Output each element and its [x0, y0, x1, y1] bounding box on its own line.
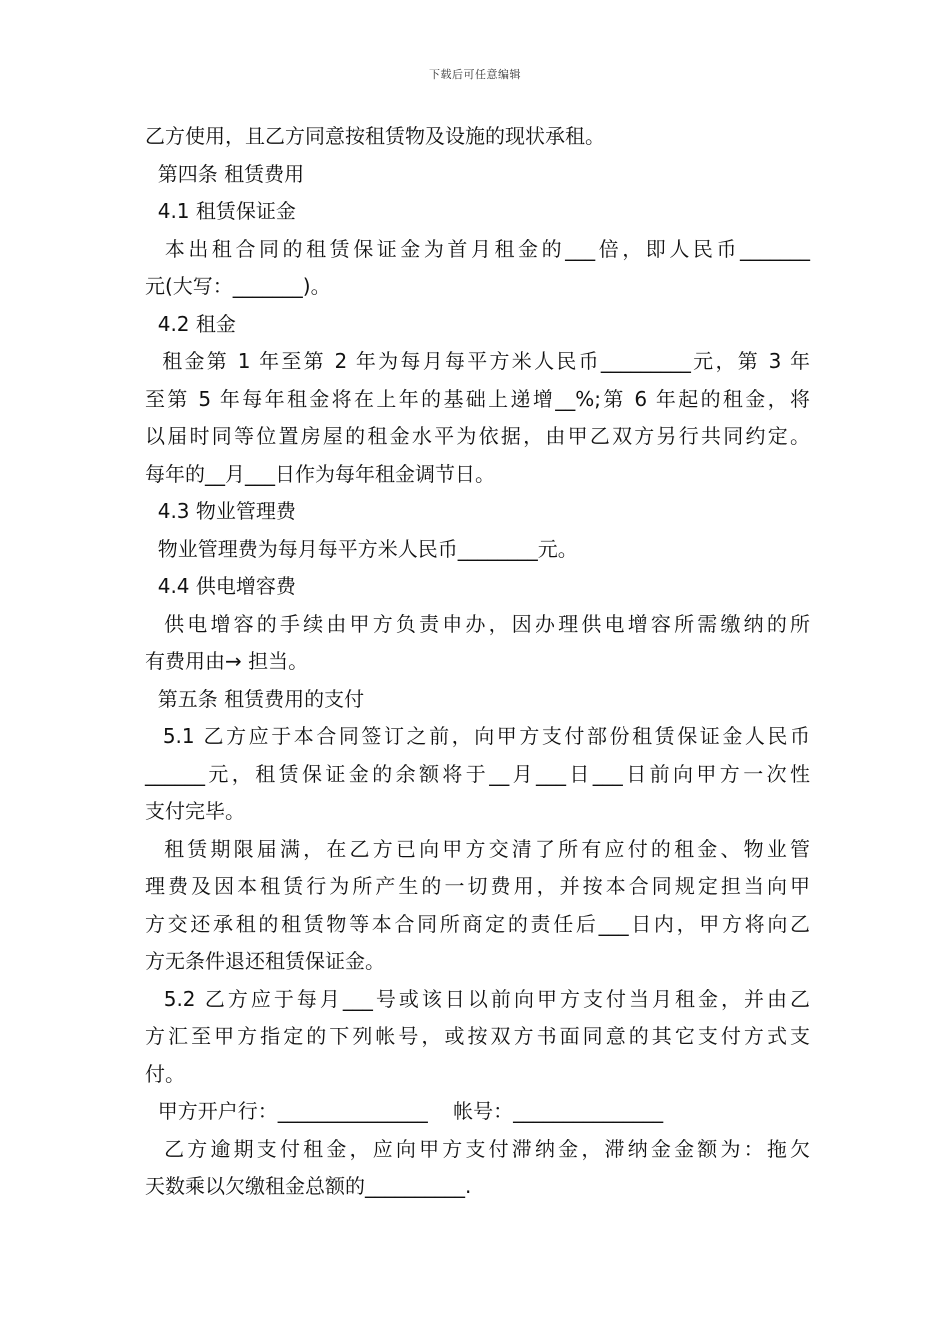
paragraph-line: 乙方使用，且乙方同意按租赁物及设施的现状承租。 [145, 124, 605, 148]
paragraph-line: 5.1 乙方应于本合同签订之前，向甲方支付部份租赁保证金人民币 [145, 724, 810, 748]
paragraph-line: 供电增容的手续由甲方负责申办，因办理供电增容所需缴纳的所 [145, 611, 810, 636]
paragraph-line: 方汇至甲方指定的下列帐号，或按双方书面同意的其它支付方式支 [145, 1024, 810, 1048]
paragraph-line: 至第 5 年每年租金将在上年的基础上递增__%;第 6 年起的租金，将 [145, 386, 810, 411]
document-body [145, 118, 810, 1206]
paragraph-line: 方交还承租的租赁物等本合同所商定的责任后___日内，甲方将向乙 [145, 911, 810, 936]
paragraph-line: 理费及因本租赁行为所产生的一切费用，并按本合同规定担当向甲 [145, 874, 810, 898]
subsection-heading: 4.4 供电增容费 [145, 574, 296, 598]
subsection-heading: 4.2 租金 [145, 311, 236, 336]
paragraph-line: 甲方开户行：_______________ 帐号：_______________ [145, 1099, 664, 1123]
subsection-heading: 4.1 租赁保证金 [145, 199, 296, 223]
paragraph-line: 本出租合同的租赁保证金为首月租金的___倍，即人民币_______ [145, 236, 810, 261]
section-heading: 第四条 租赁费用 [145, 161, 305, 186]
paragraph-line: 元(大写：_______)。 [145, 274, 331, 298]
section-heading: 第五条 租赁费用的支付 [145, 686, 365, 711]
page-header: 下载后可任意编辑 [429, 68, 521, 81]
paragraph-line: 方无条件退还租赁保证金。 [145, 949, 385, 973]
paragraph-line: 租赁期限届满，在乙方已向甲方交清了所有应付的租金、物业管 [145, 836, 810, 861]
paragraph-line: 支付完毕。 [145, 799, 245, 823]
subsection-heading: 4.3 物业管理费 [145, 499, 296, 523]
paragraph-line: 每年的__月___日作为每年租金调节日。 [145, 461, 495, 486]
paragraph-line: 有费用由→ 担当。 [145, 649, 309, 673]
paragraph-line: 以届时同等位置房屋的租金水平为依据，由甲乙双方另行共同约定。 [145, 424, 810, 448]
paragraph-line: 5.2 乙方应于每月___号或该日以前向甲方支付当月租金，并由乙 [145, 986, 810, 1011]
paragraph-line: 租金第 1 年至第 2 年为每月每平方米人民币_________元，第 3 年 [145, 349, 810, 373]
paragraph-line: 付。 [145, 1061, 185, 1086]
paragraph-line: ______元，租赁保证金的余额将于__月___日___日前向甲方一次性 [145, 761, 810, 786]
paragraph-line: 乙方逾期支付租金，应向甲方支付滞纳金，滞纳金金额为：拖欠 [145, 1136, 810, 1161]
paragraph-line: 物业管理费为每月每平方米人民币________元。 [145, 536, 578, 561]
paragraph-line: 天数乘以欠缴租金总额的__________. [145, 1174, 472, 1198]
